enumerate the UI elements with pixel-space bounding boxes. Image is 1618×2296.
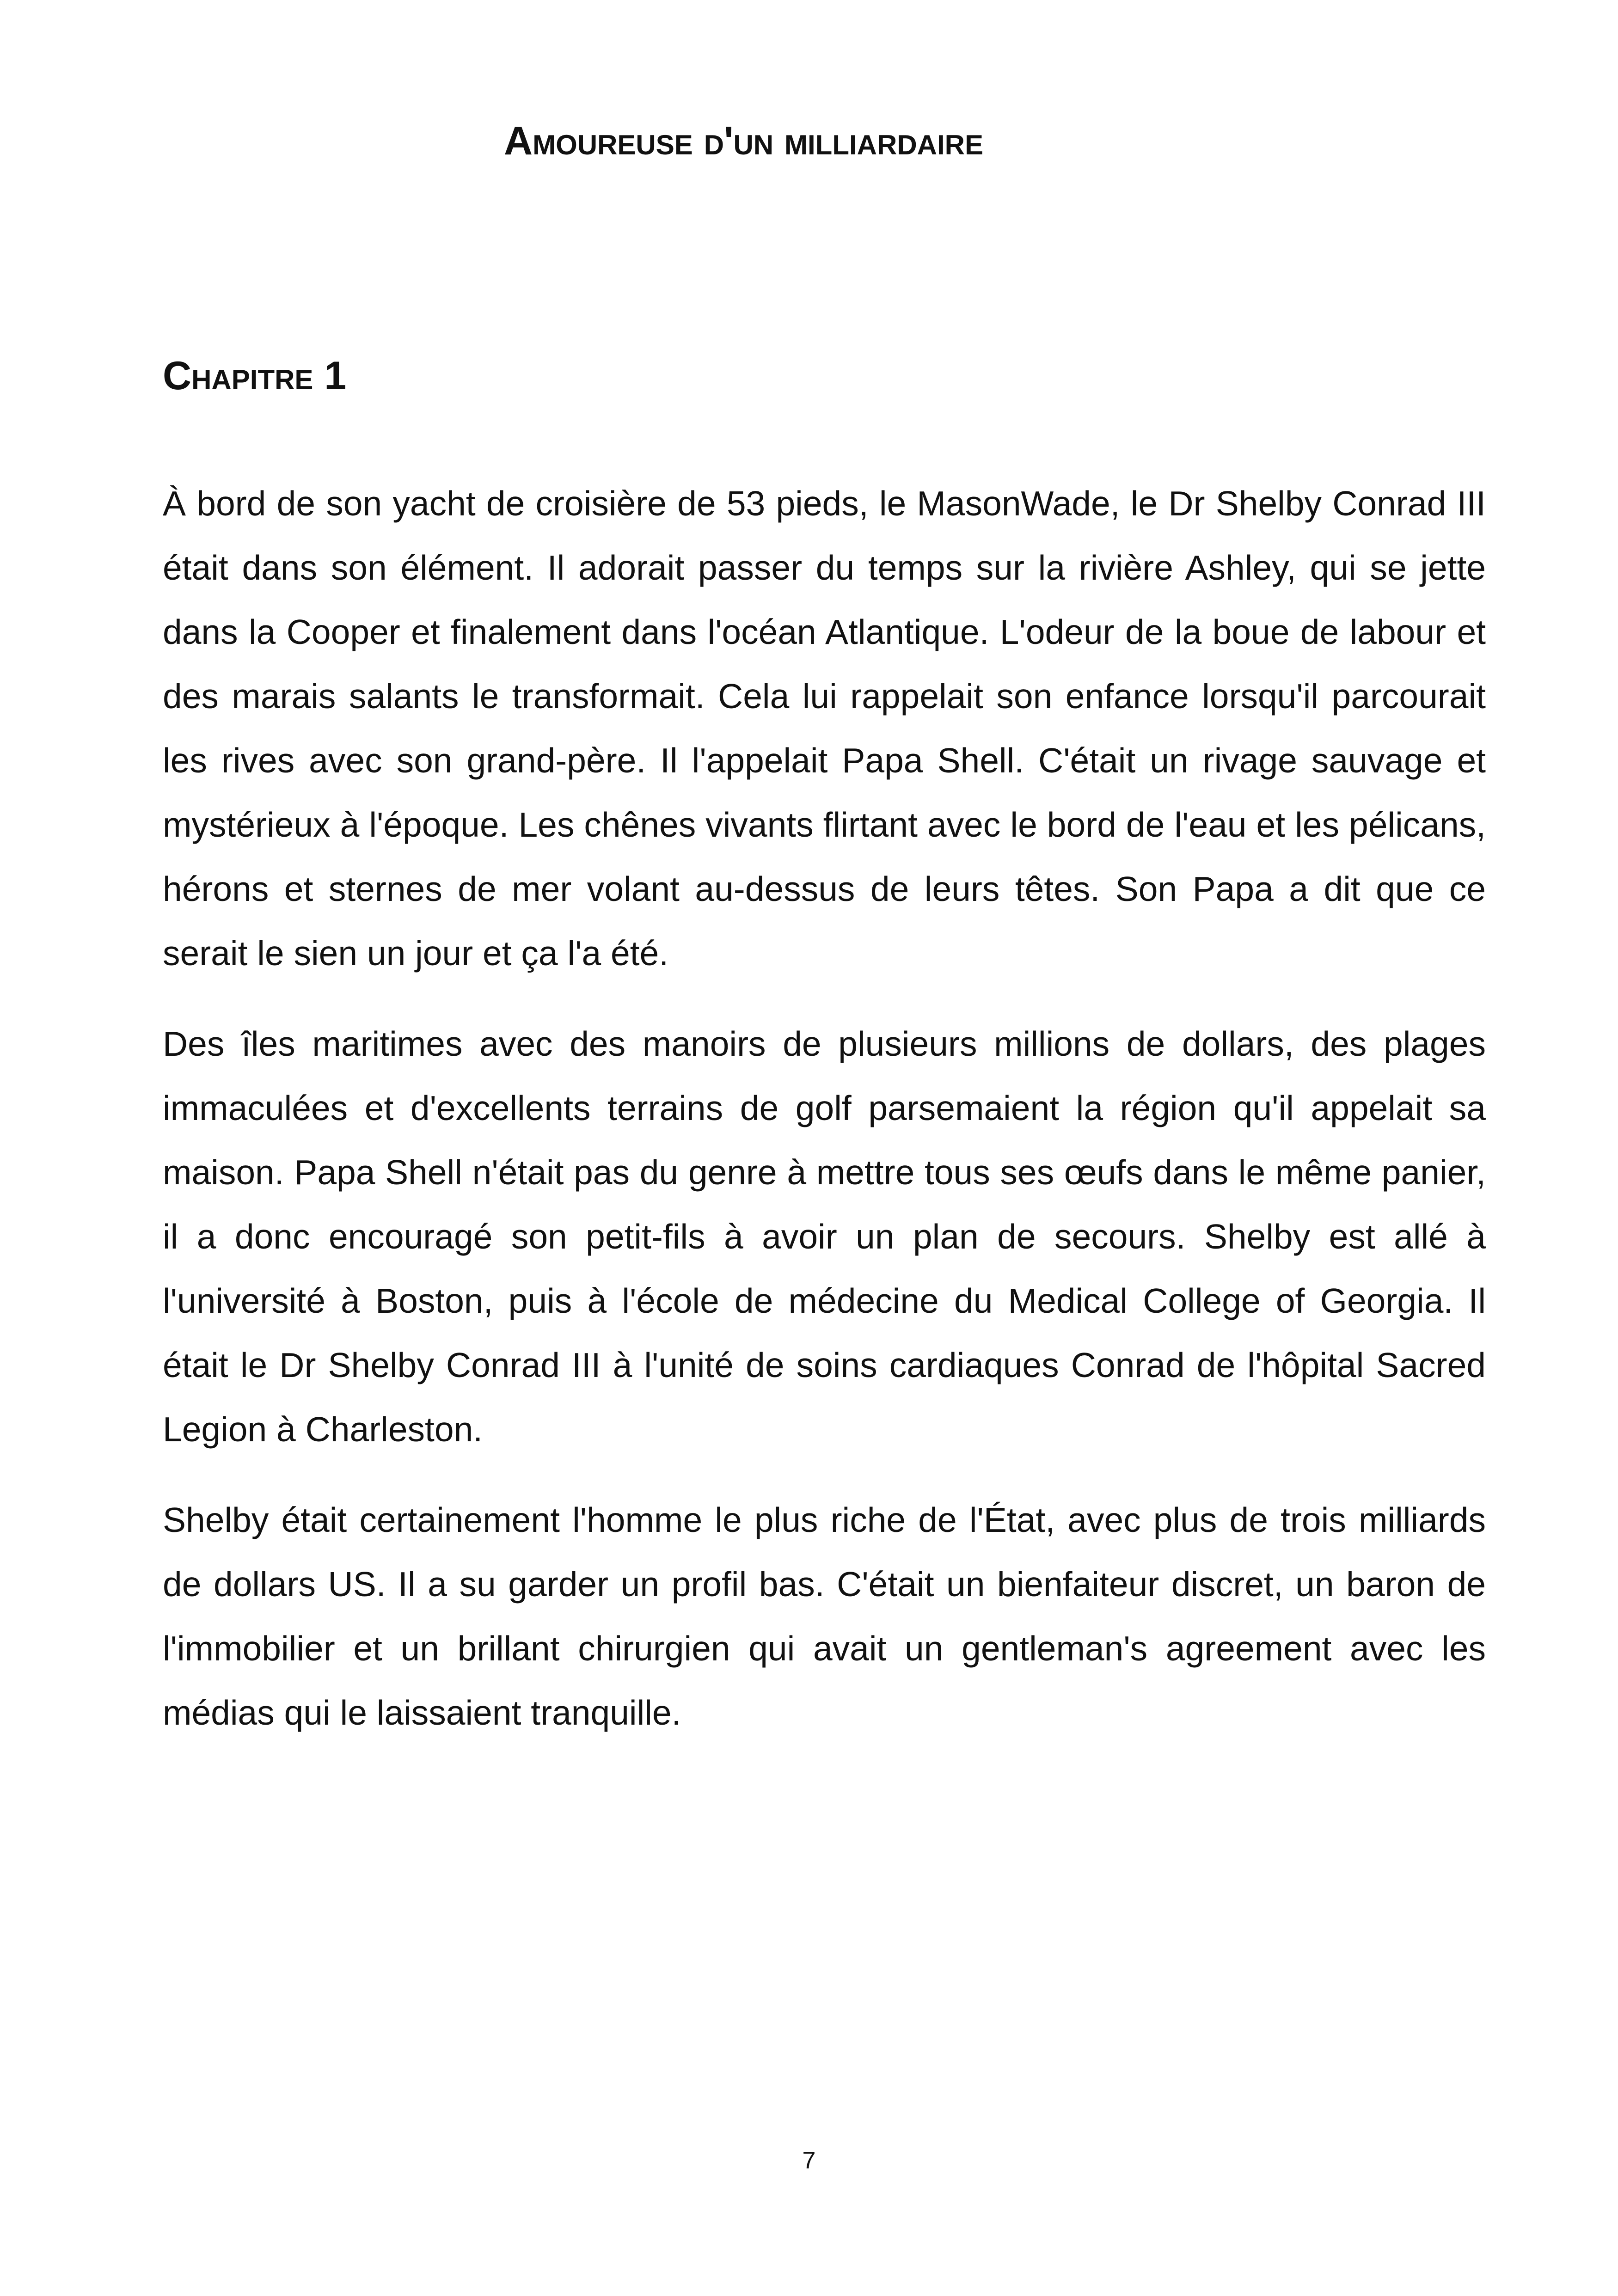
paragraph: Des îles maritimes avec des manoirs de plusieurs millions de dollars, des plages immaculées et d'excellents terrains de golf parsemaient la région qu'il appelait sa maison. Papa Shell n'était pas du genre à mettre tous ses œufs dans le même panier, il a donc encouragé son petit-fils à avoir un plan de secours. Shelby est allé à l'université à Boston, puis à l'école de médecine du Medical College of Georgia. Il était le Dr Shelby Conrad III à l'unité de soins cardiaques Conrad de l'hôpital Sacred Legion à Charleston. [163,1024,1486,1449]
page-number: 7 [802,2147,816,2174]
chapter-body [163,471,1486,1771]
paragraph: Shelby était certainement l'homme le plus riche de l'État, avec plus de trois milliards de dollars US. Il a su garder un profil bas. C'était un bienfaiteur discret, un baron de l'immobilier et un brillant chirurgien qui avait un gentleman's agreement avec les médias qui le laissaient tranquille. [163,1500,1486,1732]
chapter-heading: Chapitre 1 [163,354,347,398]
paragraph: À bord de son yacht de croisière de 53 pieds, le MasonWade, le Dr Shelby Conrad III était dans son élément. Il adorait passer du temps sur la rivière Ashley, qui se jette dans la Cooper et finalement dans l'océan Atlantique. L'odeur de la boue de labour et des marais salants le transformait. Cela lui rappelait son enfance lorsqu'il parcourait les rives avec son grand-père. Il l'appelait Papa Shell. C'était un rivage sauvage et mystérieux à l'époque. Les chênes vivants flirtant avec le bord de l'eau et les pélicans, hérons et sternes de mer volant au-dessus de leurs têtes. Son Papa a dit que ce serait le sien un jour et ça l'a été. [163,484,1486,973]
book-title: Amoureuse d'un milliardaire [504,119,983,163]
